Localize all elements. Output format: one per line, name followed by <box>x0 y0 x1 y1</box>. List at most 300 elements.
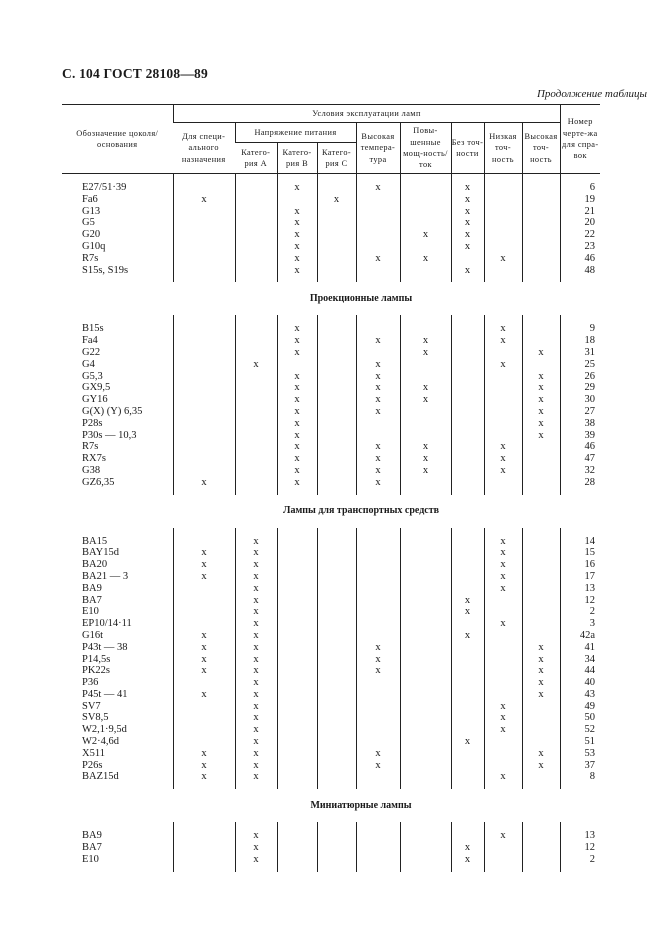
condition-mark-cell <box>522 323 560 335</box>
condition-mark-cell <box>173 583 235 595</box>
condition-mark-cell: x <box>451 265 484 277</box>
condition-mark-cell <box>356 842 400 854</box>
condition-mark-cell <box>173 536 235 548</box>
condition-mark-cell <box>356 583 400 595</box>
condition-mark-cell <box>235 217 277 229</box>
drawing-number-cell: 47 <box>560 453 600 465</box>
base-designation-cell: G5 <box>82 217 95 229</box>
table-row <box>62 536 600 548</box>
table-row <box>62 430 600 442</box>
drawing-number-cell: 9 <box>560 323 600 335</box>
condition-mark-cell <box>484 477 522 489</box>
condition-mark-cell <box>356 323 400 335</box>
condition-mark-cell <box>173 265 235 277</box>
condition-mark-cell: x <box>451 206 484 218</box>
drawing-number-cell: 43 <box>560 689 600 701</box>
condition-mark-cell: x <box>277 323 317 335</box>
section-heading-row <box>62 495 600 528</box>
condition-mark-cell: x <box>484 712 522 724</box>
header-low-accuracy: Низкая точ-ность <box>484 123 522 174</box>
condition-mark-cell <box>400 736 451 748</box>
condition-mark-cell <box>173 382 235 394</box>
condition-mark-cell <box>356 430 400 442</box>
drawing-number-cell: 44 <box>560 665 600 677</box>
condition-mark-cell: x <box>522 748 560 760</box>
condition-mark-cell <box>356 701 400 713</box>
condition-mark-cell <box>356 689 400 701</box>
base-designation-cell: GY16 <box>82 394 108 406</box>
condition-mark-cell: x <box>451 194 484 206</box>
condition-mark-cell <box>522 441 560 453</box>
condition-mark-cell: x <box>277 382 317 394</box>
condition-mark-cell <box>317 665 356 677</box>
condition-mark-cell: x <box>356 382 400 394</box>
condition-mark-cell <box>484 241 522 253</box>
table-row <box>62 571 600 583</box>
base-designation-cell: G22 <box>82 346 101 358</box>
condition-mark-cell <box>484 418 522 430</box>
condition-mark-cell <box>484 642 522 654</box>
condition-mark-cell <box>356 571 400 583</box>
condition-mark-cell <box>173 724 235 736</box>
condition-mark-cell: x <box>277 253 317 265</box>
drawing-number-cell: 46 <box>560 441 600 453</box>
drawing-number-cell: 38 <box>560 418 600 430</box>
condition-mark-cell: x <box>235 842 277 854</box>
base-designation-cell: B15s <box>82 323 104 335</box>
condition-mark-cell <box>451 712 484 724</box>
condition-mark-cell <box>317 571 356 583</box>
condition-mark-cell: x <box>356 748 400 760</box>
condition-mark-cell: x <box>451 736 484 748</box>
condition-mark-cell <box>451 536 484 548</box>
base-designation-cell: Fa6 <box>82 193 98 205</box>
condition-mark-cell <box>451 453 484 465</box>
condition-mark-cell <box>317 394 356 406</box>
condition-mark-cell: x <box>356 654 400 666</box>
condition-mark-cell <box>522 830 560 842</box>
condition-mark-cell <box>451 583 484 595</box>
condition-mark-cell: x <box>277 206 317 218</box>
drawing-number-cell: 39 <box>560 430 600 442</box>
condition-mark-cell: x <box>235 748 277 760</box>
condition-mark-cell <box>356 854 400 866</box>
condition-mark-cell <box>277 559 317 571</box>
condition-mark-cell <box>522 630 560 642</box>
condition-mark-cell <box>235 347 277 359</box>
condition-mark-cell: x <box>277 406 317 418</box>
table-row <box>62 854 600 866</box>
condition-mark-cell <box>400 359 451 371</box>
condition-mark-cell <box>484 595 522 607</box>
base-designation-cell: P26s <box>82 759 103 771</box>
condition-mark-cell <box>317 359 356 371</box>
condition-mark-cell: x <box>484 618 522 630</box>
condition-mark-cell <box>235 382 277 394</box>
condition-mark-cell <box>277 571 317 583</box>
condition-mark-cell: x <box>522 689 560 701</box>
table-row <box>62 842 600 854</box>
condition-mark-cell <box>484 265 522 277</box>
condition-mark-cell: x <box>356 394 400 406</box>
condition-mark-cell <box>451 618 484 630</box>
condition-mark-cell: x <box>400 347 451 359</box>
condition-mark-cell: x <box>277 465 317 477</box>
condition-mark-cell: x <box>484 559 522 571</box>
condition-mark-cell: x <box>235 736 277 748</box>
condition-mark-cell <box>173 595 235 607</box>
condition-mark-cell: x <box>484 830 522 842</box>
condition-mark-cell <box>451 371 484 383</box>
drawing-number-cell: 46 <box>560 253 600 265</box>
condition-mark-cell <box>400 430 451 442</box>
condition-mark-cell: x <box>173 665 235 677</box>
drawing-number-cell: 41 <box>560 642 600 654</box>
condition-mark-cell <box>451 382 484 394</box>
condition-mark-cell: x <box>235 701 277 713</box>
condition-mark-cell <box>317 382 356 394</box>
table-row <box>62 229 600 241</box>
drawing-number-cell: 19 <box>560 194 600 206</box>
condition-mark-cell: x <box>235 606 277 618</box>
condition-mark-cell <box>235 194 277 206</box>
drawing-number-cell: 31 <box>560 347 600 359</box>
condition-mark-cell: x <box>173 571 235 583</box>
table-row <box>62 630 600 642</box>
condition-mark-cell: x <box>522 394 560 406</box>
header-high-accuracy: Высокая точ-ность <box>522 123 560 174</box>
condition-mark-cell: x <box>451 630 484 642</box>
condition-mark-cell <box>317 771 356 783</box>
condition-mark-cell: x <box>235 712 277 724</box>
condition-mark-cell <box>277 665 317 677</box>
drawing-number-cell: 16 <box>560 559 600 571</box>
condition-mark-cell <box>522 229 560 241</box>
condition-mark-cell <box>277 630 317 642</box>
condition-mark-cell: x <box>522 654 560 666</box>
condition-mark-cell <box>400 618 451 630</box>
condition-mark-cell <box>277 712 317 724</box>
condition-mark-cell <box>356 265 400 277</box>
condition-mark-cell <box>317 406 356 418</box>
condition-mark-cell <box>451 748 484 760</box>
drawing-number-cell: 6 <box>560 182 600 194</box>
condition-mark-cell <box>451 830 484 842</box>
condition-mark-cell <box>451 559 484 571</box>
condition-mark-cell <box>400 677 451 689</box>
condition-mark-cell <box>522 724 560 736</box>
condition-mark-cell: x <box>235 536 277 548</box>
condition-mark-cell <box>400 547 451 559</box>
table-row <box>62 689 600 701</box>
condition-mark-cell <box>400 701 451 713</box>
condition-mark-cell <box>356 547 400 559</box>
condition-mark-cell <box>317 842 356 854</box>
condition-mark-cell <box>400 830 451 842</box>
table-row <box>62 830 600 842</box>
base-designation-cell: P45t — 41 <box>82 688 128 700</box>
condition-mark-cell: x <box>235 630 277 642</box>
condition-mark-cell <box>484 606 522 618</box>
condition-mark-cell <box>451 689 484 701</box>
condition-mark-cell <box>235 453 277 465</box>
condition-mark-cell: x <box>356 477 400 489</box>
table-row <box>62 253 600 265</box>
base-designation-cell: G10q <box>82 240 106 252</box>
condition-mark-cell <box>317 618 356 630</box>
condition-mark-cell: x <box>400 453 451 465</box>
condition-mark-cell <box>356 347 400 359</box>
base-designation-cell: GZ6,35 <box>82 476 115 488</box>
table-row <box>62 701 600 713</box>
condition-mark-cell <box>317 418 356 430</box>
condition-mark-cell: x <box>451 241 484 253</box>
condition-mark-cell <box>400 206 451 218</box>
condition-mark-cell <box>173 842 235 854</box>
condition-mark-cell: x <box>277 182 317 194</box>
condition-mark-cell <box>277 642 317 654</box>
table-row <box>62 441 600 453</box>
condition-mark-cell: x <box>451 182 484 194</box>
base-designation-cell: G4 <box>82 358 95 370</box>
condition-mark-cell <box>356 217 400 229</box>
condition-mark-cell <box>356 194 400 206</box>
condition-mark-cell <box>173 618 235 630</box>
condition-mark-cell <box>317 595 356 607</box>
condition-mark-cell <box>400 606 451 618</box>
condition-mark-cell: x <box>356 465 400 477</box>
condition-mark-cell <box>356 206 400 218</box>
condition-mark-cell <box>356 677 400 689</box>
condition-mark-cell <box>317 371 356 383</box>
header-special: Для специ-ального назначения <box>173 123 235 174</box>
condition-mark-cell <box>400 571 451 583</box>
condition-mark-cell <box>173 394 235 406</box>
drawing-number-cell: 13 <box>560 830 600 842</box>
drawing-number-cell: 23 <box>560 241 600 253</box>
condition-mark-cell: x <box>484 701 522 713</box>
table-row <box>62 595 600 607</box>
condition-mark-cell <box>484 854 522 866</box>
condition-mark-cell: x <box>356 453 400 465</box>
condition-mark-cell <box>235 253 277 265</box>
table-row <box>62 712 600 724</box>
condition-mark-cell: x <box>277 371 317 383</box>
condition-mark-cell: x <box>522 371 560 383</box>
drawing-number-cell: 30 <box>560 394 600 406</box>
condition-mark-cell <box>400 583 451 595</box>
condition-mark-cell <box>522 701 560 713</box>
condition-mark-cell: x <box>522 347 560 359</box>
drawing-number-cell: 42a <box>560 630 600 642</box>
table-row <box>62 382 600 394</box>
condition-mark-cell <box>356 724 400 736</box>
condition-mark-cell <box>522 477 560 489</box>
condition-mark-cell <box>317 712 356 724</box>
table-row <box>62 677 600 689</box>
condition-mark-cell <box>173 441 235 453</box>
condition-mark-cell: x <box>522 677 560 689</box>
header-no-points: Без точ-ности <box>451 123 484 174</box>
condition-mark-cell <box>317 229 356 241</box>
condition-mark-cell <box>451 394 484 406</box>
condition-mark-cell <box>277 736 317 748</box>
condition-mark-cell <box>317 536 356 548</box>
condition-mark-cell <box>173 677 235 689</box>
condition-mark-cell <box>317 642 356 654</box>
base-designation-cell: W2·4,6d <box>82 736 120 748</box>
condition-mark-cell <box>400 771 451 783</box>
condition-mark-cell <box>484 394 522 406</box>
condition-mark-cell <box>173 418 235 430</box>
header-high-temp: Высокая темпера-тура <box>356 123 400 174</box>
condition-mark-cell: x <box>484 453 522 465</box>
condition-mark-cell: x <box>235 547 277 559</box>
table-body <box>62 174 600 872</box>
condition-mark-cell <box>277 748 317 760</box>
condition-mark-cell <box>522 194 560 206</box>
condition-mark-cell <box>317 241 356 253</box>
condition-mark-cell <box>317 453 356 465</box>
condition-mark-cell <box>277 583 317 595</box>
condition-mark-cell <box>173 453 235 465</box>
condition-mark-cell <box>484 347 522 359</box>
condition-mark-cell <box>235 371 277 383</box>
condition-mark-cell <box>235 229 277 241</box>
table-row <box>62 559 600 571</box>
condition-mark-cell: x <box>173 654 235 666</box>
condition-mark-cell <box>484 736 522 748</box>
condition-mark-cell <box>522 359 560 371</box>
base-designation-cell: BA21 — 3 <box>82 570 129 582</box>
drawing-number-cell: 48 <box>560 265 600 277</box>
condition-mark-cell <box>451 359 484 371</box>
condition-mark-cell <box>173 830 235 842</box>
table-row <box>62 665 600 677</box>
condition-mark-cell: x <box>173 194 235 206</box>
condition-mark-cell <box>277 595 317 607</box>
condition-mark-cell <box>173 854 235 866</box>
condition-mark-cell: x <box>356 441 400 453</box>
condition-mark-cell <box>400 760 451 772</box>
condition-mark-cell <box>277 842 317 854</box>
drawing-number-cell: 21 <box>560 206 600 218</box>
condition-mark-cell <box>173 430 235 442</box>
base-designation-cell: G5,3 <box>82 370 103 382</box>
drawing-number-cell: 20 <box>560 217 600 229</box>
condition-mark-cell: x <box>522 760 560 772</box>
table-row <box>62 335 600 347</box>
condition-mark-cell <box>356 559 400 571</box>
condition-mark-cell <box>235 323 277 335</box>
condition-mark-cell <box>317 583 356 595</box>
condition-mark-cell <box>522 253 560 265</box>
condition-mark-cell <box>451 571 484 583</box>
section-heading-row <box>62 282 600 315</box>
condition-mark-cell <box>400 241 451 253</box>
drawing-number-cell: 13 <box>560 583 600 595</box>
table-row <box>62 453 600 465</box>
condition-mark-cell <box>317 430 356 442</box>
base-designation-cell: G38 <box>82 464 101 476</box>
drawing-number-cell: 29 <box>560 382 600 394</box>
drawing-number-cell: 32 <box>560 465 600 477</box>
condition-mark-cell: x <box>356 359 400 371</box>
condition-mark-cell <box>235 335 277 347</box>
drawing-number-cell: 50 <box>560 712 600 724</box>
condition-mark-cell: x <box>235 595 277 607</box>
condition-mark-cell <box>235 241 277 253</box>
table-row <box>62 477 600 489</box>
condition-mark-cell: x <box>484 771 522 783</box>
condition-mark-cell <box>400 406 451 418</box>
base-designation-cell: P36 <box>82 677 99 689</box>
condition-mark-cell <box>451 547 484 559</box>
condition-mark-cell <box>451 771 484 783</box>
table-row <box>62 771 600 783</box>
condition-mark-cell <box>235 441 277 453</box>
drawing-number-cell: 12 <box>560 595 600 607</box>
condition-mark-cell: x <box>400 382 451 394</box>
condition-mark-cell <box>400 536 451 548</box>
condition-mark-cell: x <box>356 665 400 677</box>
condition-mark-cell: x <box>356 642 400 654</box>
condition-mark-cell <box>451 477 484 489</box>
drawing-number-cell: 37 <box>560 760 600 772</box>
drawing-number-cell: 14 <box>560 536 600 548</box>
condition-mark-cell: x <box>173 748 235 760</box>
condition-mark-cell <box>400 217 451 229</box>
base-designation-cell: S15s, S19s <box>82 264 129 276</box>
condition-mark-cell: x <box>356 182 400 194</box>
condition-mark-cell <box>400 748 451 760</box>
condition-mark-cell <box>484 206 522 218</box>
condition-mark-cell <box>451 642 484 654</box>
condition-mark-cell <box>484 677 522 689</box>
condition-mark-cell <box>235 430 277 442</box>
drawing-number-cell: 22 <box>560 229 600 241</box>
condition-mark-cell <box>522 265 560 277</box>
condition-mark-cell: x <box>356 371 400 383</box>
condition-mark-cell <box>451 760 484 772</box>
condition-mark-cell: x <box>277 335 317 347</box>
condition-mark-cell <box>235 418 277 430</box>
condition-mark-cell <box>173 347 235 359</box>
header-cat-a: Катего-рия А <box>235 143 277 174</box>
condition-mark-cell: x <box>400 394 451 406</box>
condition-mark-cell: x <box>356 253 400 265</box>
drawing-number-cell: 53 <box>560 748 600 760</box>
condition-mark-cell <box>451 724 484 736</box>
condition-mark-cell <box>356 771 400 783</box>
table-row <box>62 547 600 559</box>
condition-mark-cell <box>277 854 317 866</box>
condition-mark-cell <box>317 347 356 359</box>
condition-mark-cell <box>522 536 560 548</box>
condition-mark-cell <box>484 229 522 241</box>
condition-mark-cell <box>317 206 356 218</box>
condition-mark-cell <box>317 477 356 489</box>
condition-mark-cell <box>356 736 400 748</box>
condition-mark-cell: x <box>484 536 522 548</box>
condition-mark-cell <box>277 701 317 713</box>
condition-mark-cell: x <box>235 571 277 583</box>
condition-mark-cell: x <box>235 665 277 677</box>
base-designation-cell: X511 <box>82 747 105 759</box>
condition-mark-cell: x <box>484 359 522 371</box>
table-row <box>62 583 600 595</box>
condition-mark-cell <box>356 830 400 842</box>
